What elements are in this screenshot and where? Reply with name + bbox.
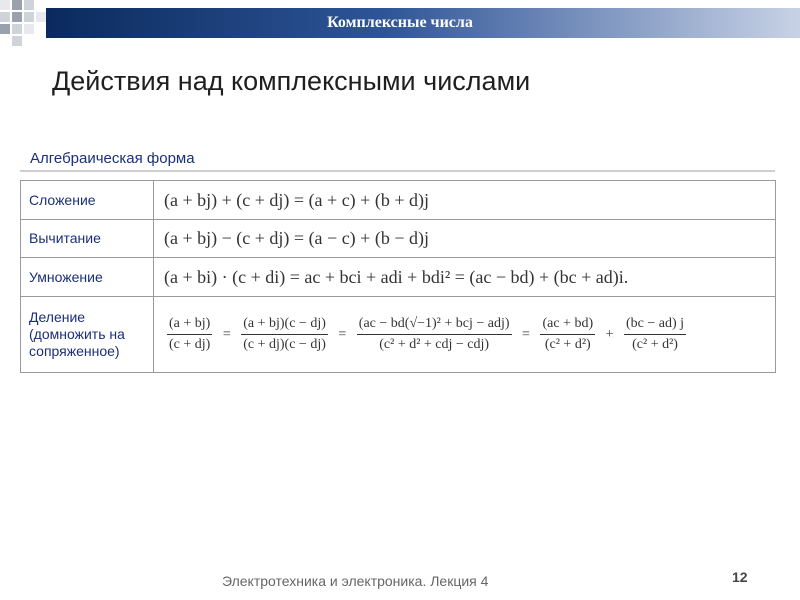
operation-formula: (a + bi) · (c + di) = ac + bci + adi + bdi² = (ac − bd) + (bc + ad)i. (154, 258, 776, 297)
operation-formula: (a + bj) − (c + dj) = (a − c) + (b − d)j (154, 220, 776, 258)
fraction-denominator: (c² + d²) (632, 337, 678, 352)
fraction (540, 316, 595, 353)
fraction (357, 316, 512, 353)
slide-title: Действия над комплексными числами (52, 66, 531, 96)
fraction-numerator: (ac + bd) (540, 316, 595, 335)
plus-sign: + (605, 326, 614, 342)
fraction-denominator: (c + dj)(c − dj) (243, 337, 326, 352)
table-row (21, 258, 776, 297)
fraction-numerator: (bc − ad) j (624, 316, 686, 335)
page-number: 12 (732, 569, 748, 585)
header-title: Комплексные числа (327, 14, 473, 31)
equals-sign: = (522, 326, 530, 342)
operation-formula: (a + bj) + (c + dj) = (a + c) + (b + d)j (154, 181, 776, 220)
operations-table (20, 180, 776, 373)
fraction-numerator: (a + bj)(c − dj) (241, 316, 328, 335)
fraction (167, 316, 212, 353)
fraction-denominator: (c + dj) (169, 337, 211, 352)
operation-name: Умножение (21, 258, 154, 297)
operation-name: Деление (домножить на сопряженное) (21, 297, 154, 373)
fraction-denominator: (c² + d²) (544, 337, 591, 352)
equals-sign: = (338, 326, 347, 342)
operation-name: Сложение (21, 181, 154, 220)
section-divider (20, 170, 775, 172)
fraction (241, 316, 328, 353)
section-label: Алгебраическая форма (30, 150, 195, 167)
table-row (21, 297, 776, 373)
footer-text: Электротехника и электроника. Лекция 4 (222, 573, 489, 589)
table-row (21, 181, 776, 220)
division-formula (154, 297, 776, 373)
fraction-numerator: (a + bj) (167, 316, 212, 335)
equals-sign: = (222, 326, 231, 342)
table-row (21, 220, 776, 258)
fraction-denominator: (c² + d² + cdj − cdj) (379, 337, 490, 352)
fraction (624, 316, 686, 353)
fraction-numerator: (ac − bd(√−1)² + bcj − adj) (357, 316, 512, 335)
operation-name: Вычитание (21, 220, 154, 258)
